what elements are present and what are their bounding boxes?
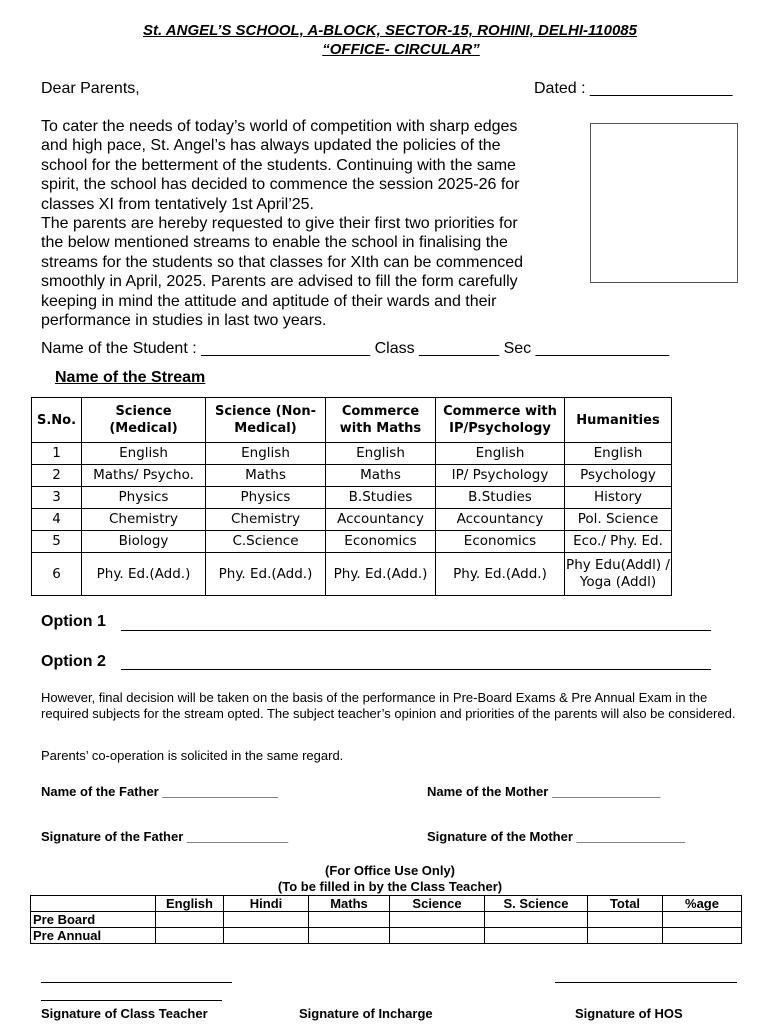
col-header: Total	[588, 896, 663, 912]
incharge-signature: Signature of Incharge	[299, 1006, 433, 1021]
table-cell: Phy. Ed.(Add.)	[326, 553, 436, 596]
table-cell: Economics	[326, 531, 436, 553]
row-label: Pre Board	[31, 912, 156, 928]
table-row	[32, 509, 672, 531]
marks-cell[interactable]	[156, 912, 224, 928]
table-cell: Maths	[326, 465, 436, 487]
photo-box	[590, 123, 738, 283]
table-cell: English	[436, 443, 565, 465]
marks-cell[interactable]	[309, 928, 390, 944]
greeting: Dear Parents,	[41, 80, 140, 97]
table-row	[32, 443, 672, 465]
table-cell: B.Studies	[326, 487, 436, 509]
table-cell: Psychology	[565, 465, 672, 487]
table-cell: English	[326, 443, 436, 465]
marks-cell[interactable]	[663, 912, 742, 928]
table-cell: English	[82, 443, 206, 465]
decision-note: However, final decision will be taken on the basis of the performance in Pre-Board Exams & Pre Annual Exam in the required subjects for the stream opted. The subject teacher’s opinion and priorities of the parents will also be considered.	[41, 690, 736, 721]
col-header: Science (Non-Medical)	[206, 398, 326, 443]
marks-cell[interactable]	[390, 912, 485, 928]
table-cell: IP/ Psychology	[436, 465, 565, 487]
col-header: Maths	[309, 896, 390, 912]
cooperation-note: Parents’ co-operation is solicited in the same regard.	[41, 748, 344, 763]
option-1-line[interactable]	[121, 630, 711, 631]
table-row	[32, 531, 672, 553]
marks-cell[interactable]	[390, 928, 485, 944]
circular-body: To cater the needs of today’s world of competition with sharp edges and high pace, St. Angel’s has always updated the policies of the school for the betterment of the students. Continuing with the same spirit, the school has decided to commence the session 2025-26 for classes XI from tentatively 1st April’25. The parents are hereby requested to give their first two priorities for the below mentioned streams to enable the school in finalising the streams for the students so that classes for XIth can be commenced smoothly in April, 2025. Parents are advised to fill the form carefully keeping in mind the attitude and aptitude of their wards and their performance in studies in last two years.	[41, 118, 524, 330]
table-cell: Maths	[206, 465, 326, 487]
marks-cell[interactable]	[156, 928, 224, 944]
table-cell: Phy. Ed.(Add.)	[436, 553, 565, 596]
table-row	[31, 912, 742, 928]
col-header: Humanities	[565, 398, 672, 443]
table-cell: 1	[32, 443, 82, 465]
table-cell: 5	[32, 531, 82, 553]
mother-name-field: Name of the Mother _______________	[427, 784, 661, 799]
col-header: %age	[663, 896, 742, 912]
marks-cell[interactable]	[663, 928, 742, 944]
table-cell: Accountancy	[436, 509, 565, 531]
table-cell: English	[565, 443, 672, 465]
col-header: S. Science	[485, 896, 588, 912]
hos-sign-line	[555, 982, 737, 983]
father-signature-field: Signature of the Father ______________	[41, 829, 289, 844]
marks-table	[30, 895, 742, 944]
col-header	[31, 896, 156, 912]
table-cell: Phy Edu(Addl) / Yoga (Addl)	[565, 553, 672, 596]
dated-field: Dated : ________________	[534, 80, 733, 97]
table-cell: 4	[32, 509, 82, 531]
row-label: Pre Annual	[31, 928, 156, 944]
table-cell: Physics	[206, 487, 326, 509]
marks-cell[interactable]	[224, 928, 309, 944]
col-header: Commerce with Maths	[326, 398, 436, 443]
table-cell: Pol. Science	[565, 509, 672, 531]
table-cell: Phy. Ed.(Add.)	[206, 553, 326, 596]
marks-cell[interactable]	[588, 928, 663, 944]
table-row	[32, 465, 672, 487]
table-cell: B.Studies	[436, 487, 565, 509]
marks-cell[interactable]	[224, 912, 309, 928]
hos-signature: Signature of HOS	[575, 1006, 683, 1021]
class-teacher-signature: Signature of Class Teacher	[41, 1006, 208, 1021]
table-cell: Biology	[82, 531, 206, 553]
table-row	[32, 487, 672, 509]
marks-cell[interactable]	[588, 912, 663, 928]
father-name-field: Name of the Father ________________	[41, 784, 279, 799]
table-row	[32, 553, 672, 596]
option-2-label: Option 2	[41, 653, 106, 670]
marks-table-header	[31, 896, 742, 912]
table-cell: Phy. Ed.(Add.)	[82, 553, 206, 596]
office-use-subheading: (To be filled in by the Class Teacher)	[277, 879, 503, 894]
mother-signature-field: Signature of the Mother _______________	[427, 829, 685, 844]
student-details-line: Name of the Student : ___________________ Class _________ Sec _______________	[41, 340, 670, 357]
col-header: S.No.	[32, 398, 82, 443]
circular-title: “OFFICE- CIRCULAR”	[322, 41, 480, 58]
table-cell: Eco./ Phy. Ed.	[565, 531, 672, 553]
table-cell: 3	[32, 487, 82, 509]
col-header: English	[156, 896, 224, 912]
table-cell: English	[206, 443, 326, 465]
table-cell: 2	[32, 465, 82, 487]
table-cell: Maths/ Psycho.	[82, 465, 206, 487]
table-cell: History	[565, 487, 672, 509]
col-header: Hindi	[224, 896, 309, 912]
marks-cell[interactable]	[485, 912, 588, 928]
stream-table	[31, 397, 672, 596]
col-header: Science	[390, 896, 485, 912]
table-cell: Economics	[436, 531, 565, 553]
marks-cell[interactable]	[309, 912, 390, 928]
col-header: Science (Medical)	[82, 398, 206, 443]
table-cell: Accountancy	[326, 509, 436, 531]
stream-heading: Name of the Stream	[55, 369, 206, 386]
option-1-label: Option 1	[41, 613, 106, 630]
marks-cell[interactable]	[485, 928, 588, 944]
table-cell: Chemistry	[82, 509, 206, 531]
school-name: St. ANGEL’S SCHOOL, A-BLOCK, SECTOR-15, ROHINI, DELHI-110085	[143, 22, 637, 39]
office-use-heading: (For Office Use Only)	[324, 863, 456, 878]
table-cell: Chemistry	[206, 509, 326, 531]
option-2-line[interactable]	[121, 669, 711, 670]
table-cell: Physics	[82, 487, 206, 509]
table-cell: 6	[32, 553, 82, 596]
table-row	[31, 928, 742, 944]
stream-table-header	[32, 398, 672, 443]
class-teacher-sign-line-2	[41, 1000, 222, 1001]
class-teacher-sign-line-1	[41, 982, 232, 983]
table-cell: C.Science	[206, 531, 326, 553]
col-header: Commerce with IP/Psychology	[436, 398, 565, 443]
